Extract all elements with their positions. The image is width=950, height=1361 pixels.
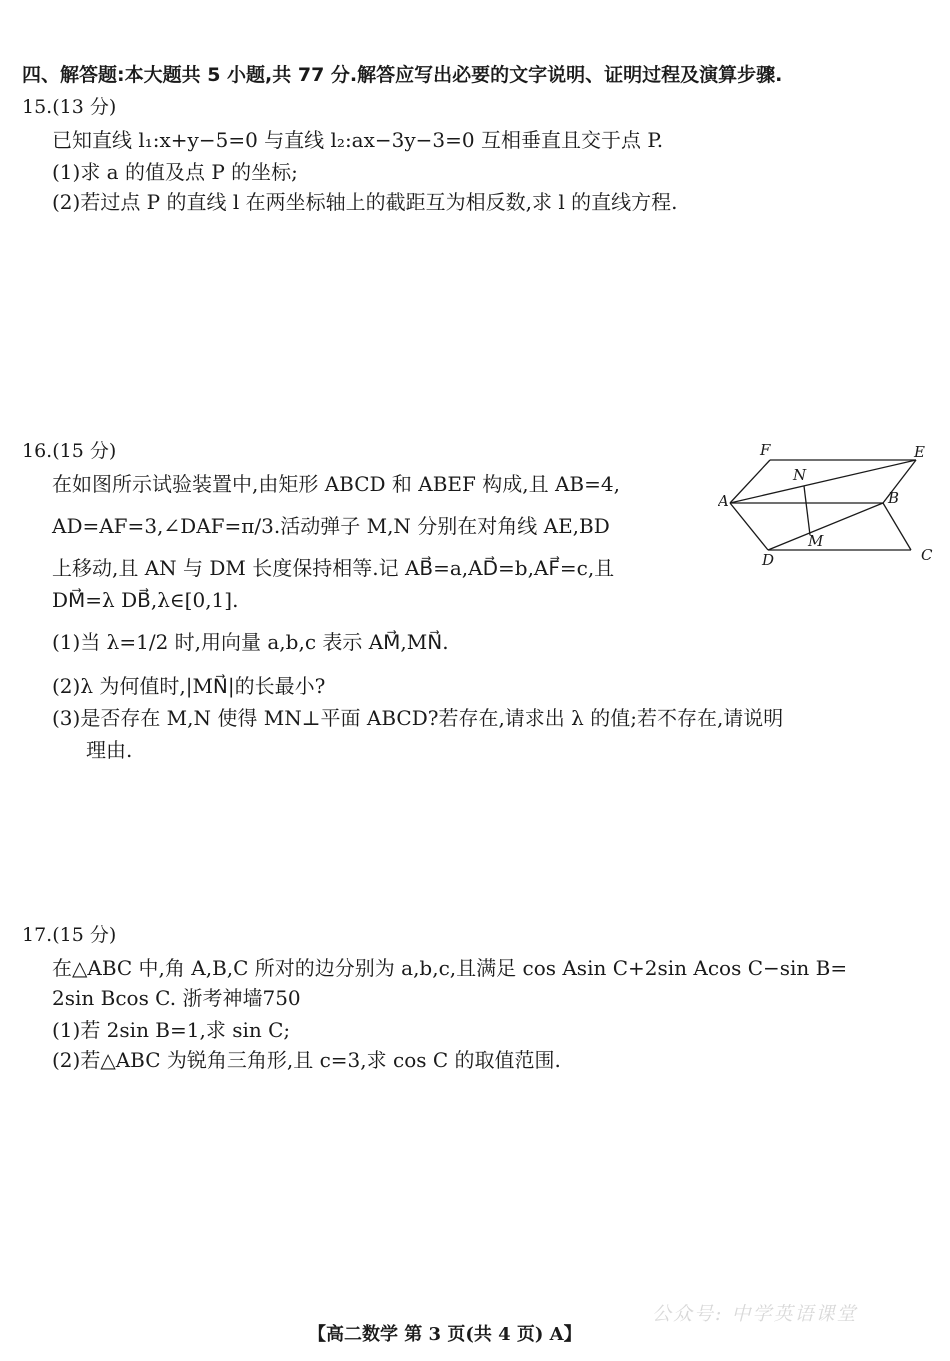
q16-line2: AD=AF=3,∠DAF=π/3.活动弹子 M,N 分别在对角线 AE,BD xyxy=(52,514,610,538)
watermark: 公众号: 中学英语课堂 xyxy=(652,1303,858,1325)
q15-part1: (1)求 a 的值及点 P 的坐标; xyxy=(52,160,298,184)
q16-line1: 在如图所示试验装置中,由矩形 ABCD 和 ABEF 构成,且 AB=4, xyxy=(52,472,620,496)
edge-AF xyxy=(730,460,770,503)
label-E: E xyxy=(914,443,925,461)
q15-number: 15.(13 分) xyxy=(22,96,117,118)
q16-line4: DM⃗=λ DB⃗,λ∈[0,1]. xyxy=(52,588,239,612)
label-F: F xyxy=(760,441,771,459)
diagonal-DB xyxy=(768,503,883,550)
q16-part3b: 理由. xyxy=(86,738,133,762)
q17-part1: (1)若 2sin B=1,求 sin C; xyxy=(52,1018,291,1042)
label-D: D xyxy=(762,551,775,569)
q17-line2: 2sin Bcos C. 浙考神墙750 xyxy=(52,986,301,1010)
q17-line1: 在△ABC 中,角 A,B,C 所对的边分别为 a,b,c,且满足 cos Asin C+2sin Acos C−sin B= xyxy=(52,956,848,980)
section-heading: 四、解答题:本大题共 5 小题,共 77 分.解答应写出必要的文字说明、证明过程及演算步骤. xyxy=(22,64,783,86)
q15-part2: (2)若过点 P 的直线 l 在两坐标轴上的截距互为相反数,求 l 的直线方程. xyxy=(52,190,678,214)
page-footer: 【高二数学 第 3 页(共 4 页) A】 xyxy=(308,1324,582,1345)
label-A: A xyxy=(718,492,729,510)
label-C: C xyxy=(921,546,933,564)
q16-part1: (1)当 λ=1/2 时,用向量 a,b,c 表示 AM⃗,MN⃗. xyxy=(52,630,449,654)
label-B: B xyxy=(888,489,900,507)
edge-BC xyxy=(883,503,911,550)
q16-part3a: (3)是否存在 M,N 使得 MN⊥平面 ABCD?若存在,请求出 λ 的值;若不存在,请说明 xyxy=(52,706,784,730)
q16-line3: 上移动,且 AN 与 DM 长度保持相等.记 AB⃗=a,AD⃗=b,AF⃗=c,且 xyxy=(52,556,615,580)
q16-geometry-figure xyxy=(718,440,938,570)
q15-stem: 已知直线 l₁:x+y−5=0 与直线 l₂:ax−3y−3=0 互相垂直且交于点 P. xyxy=(52,128,664,152)
q16-number: 16.(15 分) xyxy=(22,440,117,462)
edge-AD xyxy=(730,503,768,550)
q17-part2: (2)若△ABC 为锐角三角形,且 c=3,求 cos C 的取值范围. xyxy=(52,1048,561,1072)
segment-MN xyxy=(804,486,810,535)
q17-number: 17.(15 分) xyxy=(22,924,117,946)
label-M: M xyxy=(808,532,824,550)
label-N: N xyxy=(793,466,807,484)
q16-part2: (2)λ 为何值时,|MN⃗|的长最小? xyxy=(52,674,326,698)
